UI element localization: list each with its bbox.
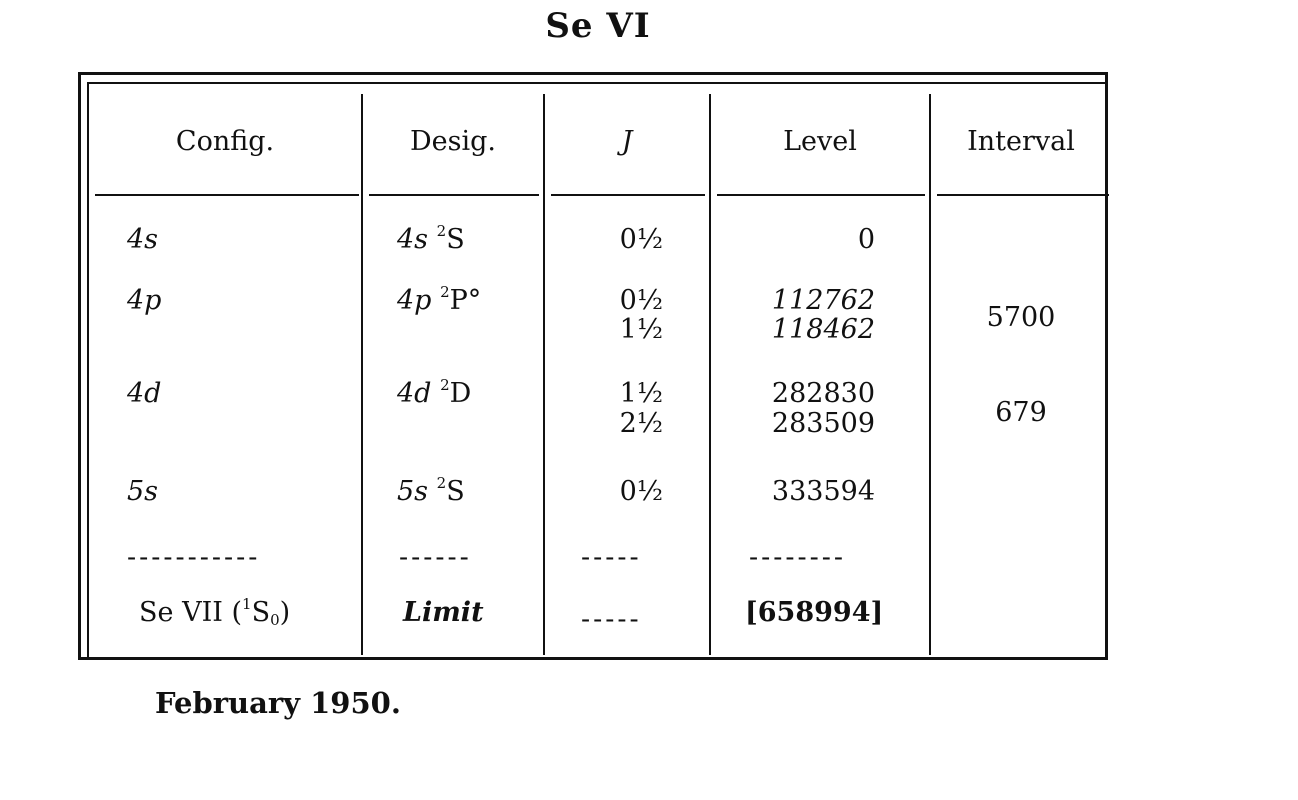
title-element: Se — [545, 6, 594, 46]
config-cell: 5s — [127, 476, 159, 507]
footer-date: February 1950. — [155, 686, 401, 720]
header-config: Config. — [175, 126, 275, 157]
j-cell: 2½ — [619, 408, 663, 439]
separator-dashes: ----- — [581, 542, 642, 573]
energy-level-table — [78, 72, 1108, 660]
limit-level: [658994] — [745, 597, 884, 628]
column-divider — [929, 94, 931, 655]
header-rule — [95, 194, 359, 196]
title-ion: VI — [606, 6, 651, 46]
header-rule — [551, 194, 705, 196]
desig-cell: 4s $^2$S — [397, 222, 465, 255]
desig-cell: 5s $^2$S — [397, 474, 465, 507]
limit-config: Se VII $(^1S_0)$ — [139, 595, 291, 629]
j-cell: 0½ — [619, 224, 663, 255]
config-cell: 4s — [127, 224, 159, 255]
j-cell: 0½ — [619, 285, 663, 316]
header-rule — [937, 194, 1109, 196]
header-level: Level — [783, 126, 857, 157]
column-divider — [361, 94, 363, 655]
header-rule — [717, 194, 925, 196]
desig-cell: 4p $^2$P° — [397, 283, 482, 316]
level-cell: 283509 — [771, 408, 875, 439]
separator-dashes: ------ — [399, 542, 472, 573]
level-cell: 112762 — [771, 285, 875, 316]
level-cell: 0 — [857, 224, 875, 255]
j-cell: 1½ — [619, 378, 663, 409]
limit-desig: Limit — [403, 597, 484, 628]
interval-cell: 679 — [995, 397, 1047, 428]
j-cell: 0½ — [619, 476, 663, 507]
table-inner-border — [87, 82, 1105, 657]
config-cell: 4p — [127, 285, 162, 316]
j-cell: 1½ — [619, 314, 663, 345]
header-rule — [369, 194, 539, 196]
separator-dashes: ----------- — [127, 542, 261, 573]
config-cell: 4d — [127, 378, 162, 409]
header-interval: Interval — [967, 126, 1075, 157]
header-desig: Desig. — [410, 126, 496, 157]
level-cell: 118462 — [771, 314, 875, 345]
header-j: J — [621, 126, 633, 157]
level-cell: 282830 — [771, 378, 875, 409]
separator-dashes: -------- — [749, 542, 846, 573]
desig-cell: 4d $^2$D — [397, 376, 472, 409]
interval-cell: 5700 — [986, 302, 1056, 333]
column-divider — [709, 94, 711, 655]
column-divider — [543, 94, 545, 655]
table-title — [0, 6, 1196, 46]
level-cell: 333594 — [771, 476, 875, 507]
limit-j-dashes: ----- — [581, 604, 642, 635]
